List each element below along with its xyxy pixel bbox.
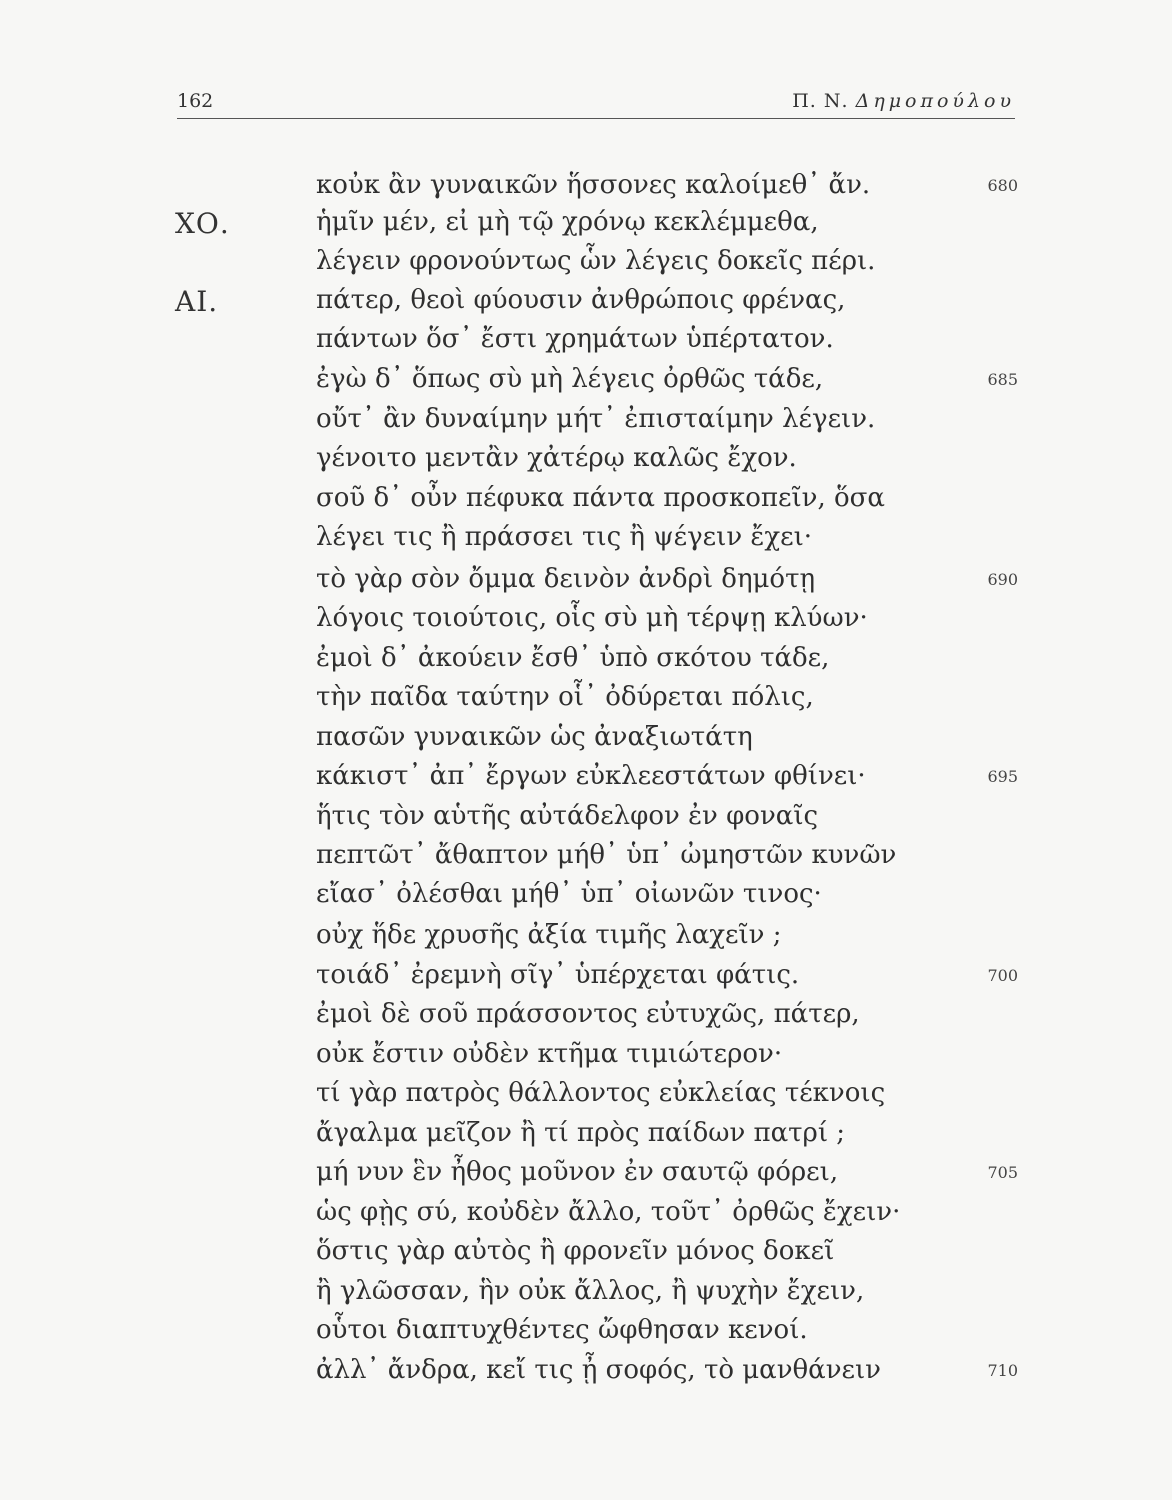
running-head (792, 90, 1015, 112)
verse-text: οὐχ ἥδε χρυσῆς ἀξία τιμῆς λαχεῖν ; (316, 920, 782, 950)
verse-text: πάντων ὅσ᾿ ἔστι χρημάτων ὑπέρτατον. (316, 324, 834, 354)
verse-text: ἐμοὶ δὲ σοῦ πράσσοντος εὐτυχῶς, πάτερ, (316, 999, 860, 1029)
verse-text: ἡμῖν μέν, εἰ μὴ τῷ χρόνῳ κεκλέμμεθα, (316, 207, 819, 237)
verse-line (0, 920, 1172, 960)
verse-line (0, 879, 1172, 919)
verse-line (0, 1118, 1172, 1158)
verse-text: εἴασ᾿ ὀλέσθαι μήθ᾿ ὑπ᾿ οἰωνῶν τινος· (316, 879, 822, 909)
verse-line (0, 801, 1172, 841)
verse-text: πάτερ, θεοὶ φύουσιν ἀνθρώποις φρένας, (316, 285, 846, 315)
verse-line (0, 564, 1172, 604)
verse-text: κάκιστ᾿ ἀπ᾿ ἔργων εὐκλεεστάτων φθίνει· (316, 761, 866, 791)
speaker-label: ΑΙ. (175, 285, 219, 318)
verse-line (0, 722, 1172, 762)
verse-line (0, 840, 1172, 880)
verse-text: τί γὰρ πατρὸς θάλλοντος εὐκλείας τέκνοις (316, 1078, 886, 1108)
line-number: 695 (987, 767, 1018, 786)
verse-text: τὸ γὰρ σὸν ὄμμα δεινὸν ἀνδρὶ δημότῃ (316, 564, 816, 594)
verse-text: κοὐκ ἂν γυναικῶν ἥσσονες καλοίμεθ᾿ ἄν. (316, 170, 871, 200)
verse-text: οὔτ᾿ ἂν δυναίμην μήτ᾿ ἐπισταίμην λέγειν. (316, 404, 876, 434)
running-head-initials: Π. Ν. (792, 90, 849, 112)
running-head-author: Δημοπούλου (855, 90, 1015, 112)
verse-text: σοῦ δ᾿ οὖν πέφυκα πάντα προσκοπεῖν, ὅσα (316, 483, 885, 513)
verse-line (0, 1039, 1172, 1079)
verse-text: οὐκ ἔστιν οὐδὲν κτῆμα τιμιώτερον· (316, 1039, 783, 1069)
verse-line (0, 1315, 1172, 1355)
line-number: 710 (987, 1361, 1018, 1380)
verse-text: ἢ γλῶσσαν, ἣν οὐκ ἄλλος, ἢ ψυχὴν ἔχειν, (316, 1276, 865, 1306)
verse-line (0, 999, 1172, 1039)
verse-line (0, 603, 1172, 643)
verse-line (0, 960, 1172, 1000)
verse-text: ὅστις γὰρ αὐτὸς ἢ φρονεῖν μόνος δοκεῖ (316, 1236, 835, 1266)
verse-line (0, 1276, 1172, 1316)
verse-line (0, 207, 1172, 247)
verse-line (0, 1355, 1172, 1395)
verse-line (0, 404, 1172, 444)
verse-text: πασῶν γυναικῶν ὡς ἀναξιωτάτη (316, 722, 753, 752)
verse-text: οὗτοι διαπτυχθέντες ὤφθησαν κενοί. (316, 1315, 808, 1345)
verse-line (0, 483, 1172, 523)
verse-text: τὴν παῖδα ταύτην οἷ᾿ ὀδύρεται πόλις, (316, 682, 814, 712)
verse-line (0, 246, 1172, 286)
verse-line (0, 324, 1172, 364)
line-number: 705 (987, 1163, 1018, 1182)
verse-line (0, 285, 1172, 325)
line-number: 690 (987, 570, 1018, 589)
verse-text: γένοιτο μεντἂν χἀτέρῳ καλῶς ἔχον. (316, 443, 797, 473)
verse-text: ἐμοὶ δ᾿ ἀκούειν ἔσθ᾿ ὑπὸ σκότου τάδε, (316, 643, 830, 673)
verse-text: τοιάδ᾿ ἐρεμνὴ σῖγ᾿ ὑπέρχεται φάτις. (316, 960, 800, 990)
line-number: 700 (987, 966, 1018, 985)
verse-text: πεπτῶτ᾿ ἄθαπτον μήθ᾿ ὑπ᾿ ὠμηστῶν κυνῶν (316, 840, 897, 870)
verse-text: ἀλλ᾿ ἄνδρα, κεἴ τις ᾖ σοφός, τὸ μανθάνειν (316, 1355, 881, 1385)
verse-text: ἐγὼ δ᾿ ὅπως σὺ μὴ λέγεις ὀρθῶς τάδε, (316, 364, 824, 394)
verse-line (0, 1078, 1172, 1118)
verse-line (0, 522, 1172, 562)
verse-text: ἥτις τὸν αὑτῆς αὐτάδελφον ἐν φοναῖς (316, 801, 819, 831)
verse-text: λόγοις τοιούτοις, οἷς σὺ μὴ τέρψῃ κλύων· (316, 603, 868, 633)
verse-line (0, 1236, 1172, 1276)
verse-line (0, 443, 1172, 483)
verse-line (0, 643, 1172, 683)
verse-line (0, 1157, 1172, 1197)
page-header (177, 88, 1015, 119)
line-number: 685 (987, 370, 1018, 389)
verse-line (0, 682, 1172, 722)
verse-line (0, 364, 1172, 404)
verse-line (0, 170, 1172, 210)
verse-text: λέγειν φρονούντως ὧν λέγεις δοκεῖς πέρι. (316, 246, 876, 276)
verse-text: μή νυν ἓν ἦθος μοῦνον ἐν σαυτῷ φόρει, (316, 1157, 839, 1187)
verse-line (0, 1197, 1172, 1237)
line-number: 680 (987, 176, 1018, 195)
speaker-label: ΧΟ. (175, 207, 230, 240)
verse-text: λέγει τις ἢ πράσσει τις ἢ ψέγειν ἔχει· (316, 522, 813, 552)
page-number: 162 (177, 90, 214, 112)
verse-text: ὡς φῂς σύ, κοὐδὲν ἄλλο, τοῦτ᾿ ὀρθῶς ἔχειν· (316, 1197, 901, 1227)
verse-text: ἄγαλμα μεῖζον ἢ τί πρὸς παίδων πατρί ; (316, 1118, 846, 1148)
verse-line (0, 761, 1172, 801)
